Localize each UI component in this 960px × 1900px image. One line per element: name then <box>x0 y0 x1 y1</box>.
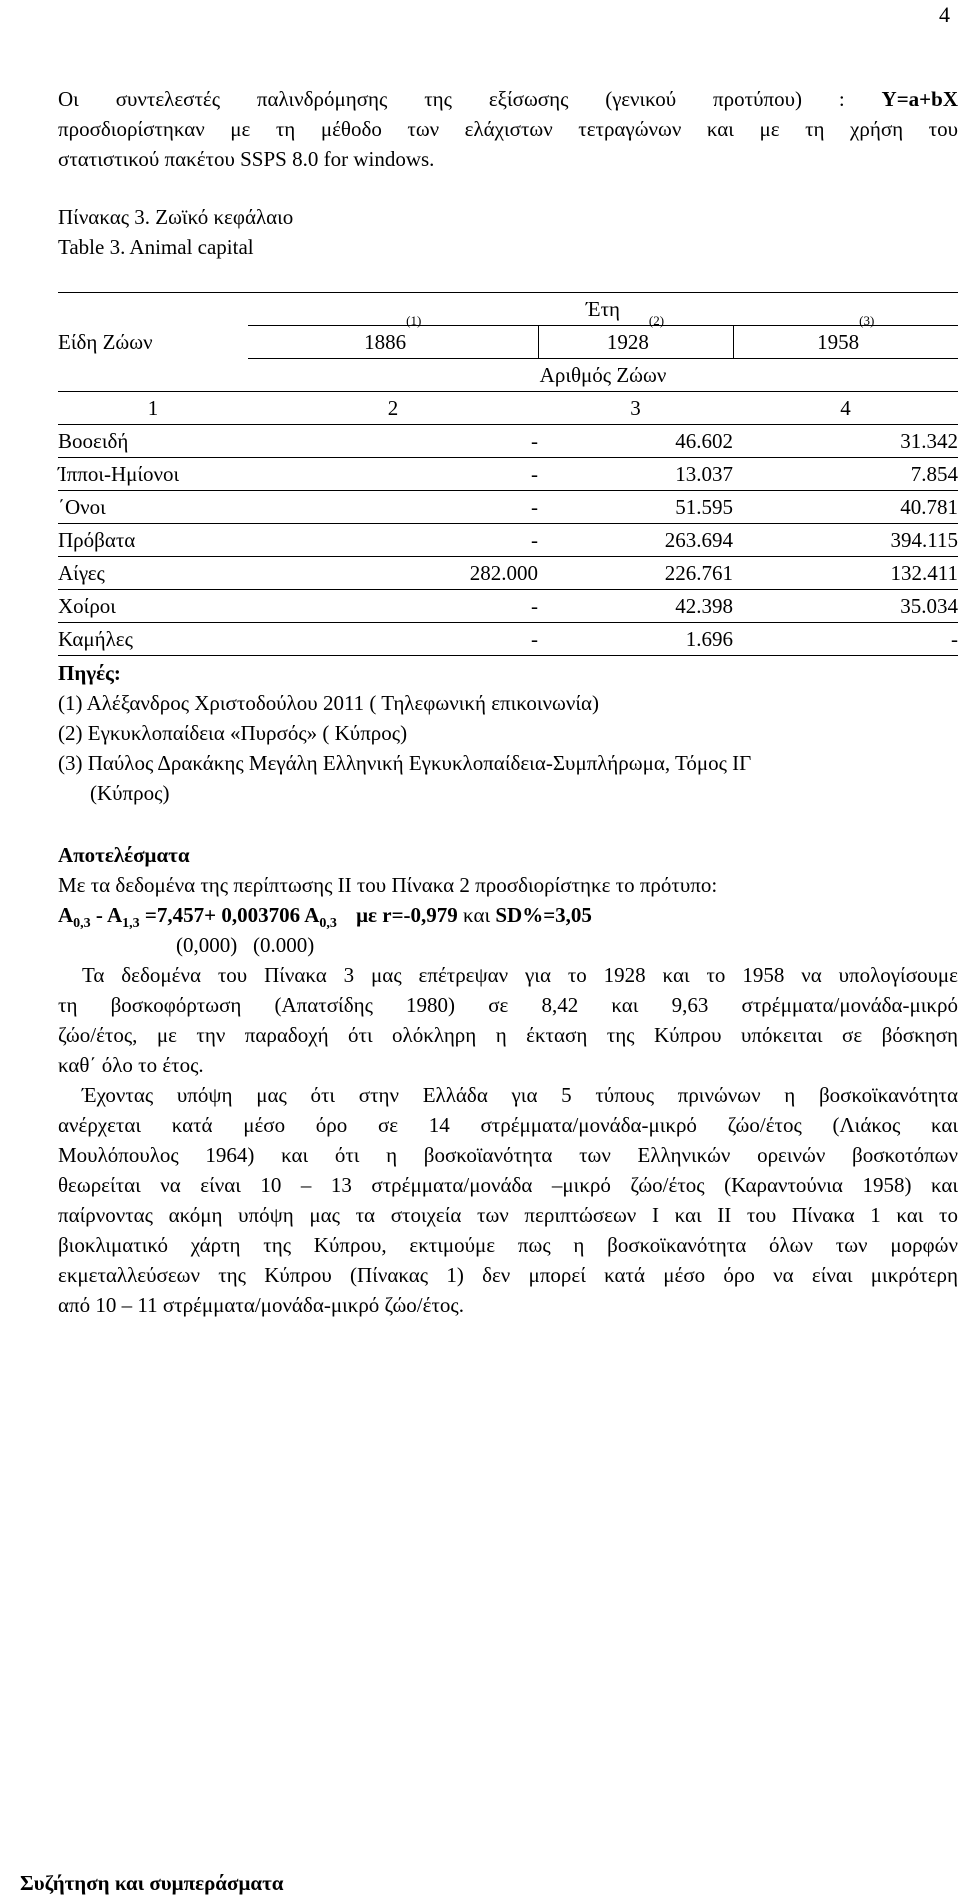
results-title: Αποτελέσματα <box>58 843 190 867</box>
intro-line-1 <box>58 84 958 114</box>
year-1928-header: 1928$^{(2)}$ <box>538 326 733 359</box>
species-name: Πρόβατα <box>58 524 248 557</box>
table-row <box>58 458 958 491</box>
sources-title: Πηγές: <box>58 661 121 685</box>
value-1928: 51.595 <box>538 491 733 524</box>
page-number: 4 <box>939 2 950 27</box>
paragraph-line: εκμεταλλεύσεων της Κύπρου (Πίνακας 1) δεν μπορεί κατά μέσο όρο να είναι μικρότερη <box>58 1263 958 1287</box>
discussion-title: Συζήτηση και συμπεράσματα <box>20 1871 284 1895</box>
model-equation: $A_{0,3} - A_{1,3} =7,457+ 0,003706$ $A_{0,3}$ με r=-0,979 και SD%=3,05 <box>58 903 592 931</box>
value-1958: - <box>733 623 958 656</box>
value-1886: - <box>248 623 538 656</box>
value-1958: 7.854 <box>733 458 958 491</box>
source-item-1: (1) Αλέξανδρος Χριστοδούλου 2011 ( Τηλεφωνική επικοινωνία) <box>58 691 600 715</box>
value-1928: 46.602 <box>538 425 733 458</box>
value-1886: - <box>248 590 538 623</box>
table-row <box>58 557 958 590</box>
value-1928: 263.694 <box>538 524 733 557</box>
source-item-3: (3) Παύλος Δρακάκης Μεγάλη Ελληνική Εγκυκλοπαίδεια-Συμπλήρωμα, Τόμος ΙΓ <box>58 751 752 775</box>
value-1928: 42.398 <box>538 590 733 623</box>
value-1886: 282.000 <box>248 557 538 590</box>
paragraph-line: τη βοσκοφόρτωση (Απατσίδης 1980) σε 8,42 και 9,63 στρέμματα/μονάδα-μικρό <box>58 993 958 1017</box>
year-1958-header: 1958$^{(3)}$ <box>733 326 958 359</box>
value-1958: 40.781 <box>733 491 958 524</box>
col-number-4: 4 <box>733 392 958 425</box>
species-name: Βοοειδή <box>58 425 248 458</box>
animal-capital-table <box>58 292 958 656</box>
table-row <box>58 491 958 524</box>
value-1886: - <box>248 524 538 557</box>
paragraph-line: θεωρείται να είναι 10 – 13 στρέμματα/μονάδα –μικρό ζώο/έτος (Καραντούνια 1958) και <box>58 1173 958 1197</box>
years-header: Έτη <box>248 293 958 326</box>
value-1958: 35.034 <box>733 590 958 623</box>
paragraph-line: ανέρχεται κατά μέσο όρο σε 14 στρέμματα/μονάδα-μικρό ζώο/έτος (Λιάκος και <box>58 1113 958 1137</box>
results-line-1: Με τα δεδομένα της περίπτωσης ΙΙ του Πίνακα 2 προσδιορίστηκε το πρότυπο: <box>58 873 718 897</box>
species-name: Αίγες <box>58 557 248 590</box>
paragraph-line: βιοκλιματικό χάρτη της Κύπρου, εκτιμούμε πως η βοσκοϊκανότητα όλων των μορφών <box>58 1233 958 1257</box>
results-paragraph-2 <box>58 1080 958 1320</box>
table-row <box>58 524 958 557</box>
table-row <box>58 623 958 656</box>
value-1928: 1.696 <box>538 623 733 656</box>
paragraph-line: καθ΄ όλο το έτος. <box>58 1053 204 1077</box>
paragraph-line: Έχοντας υπόψη μας ότι στην Ελλάδα για 5 τύπους πρινώνων η βοσκοϊκανότητα <box>82 1083 958 1107</box>
value-1928: 226.761 <box>538 557 733 590</box>
species-name: Καμήλες <box>58 623 248 656</box>
results-paragraph-1 <box>58 960 958 1080</box>
source-item-3-cont: (Κύπρος) <box>90 781 170 805</box>
species-name: Χοίροι <box>58 590 248 623</box>
paragraph-line: παίρνοντας ακόμη υπόψη μας τα στοιχεία των περιπτώσεων Ι και ΙΙ του Πίνακα 1 και το <box>58 1203 958 1227</box>
paragraph-line: από 10 – 11 στρέμματα/μονάδα-μικρό ζώο/έτος. <box>58 1293 464 1317</box>
paragraph-line: Τα δεδομένα του Πίνακα 3 μας επέτρεψαν για το 1928 και το 1958 να υπολογίσουμε <box>82 963 958 987</box>
animal-count-header: Αριθμός Ζώων <box>248 359 958 392</box>
value-1958: 31.342 <box>733 425 958 458</box>
value-1886: - <box>248 458 538 491</box>
intro-line-3: στατιστικού πακέτου SSPS 8.0 for windows. <box>58 147 435 171</box>
table-caption-english: Table 3. Animal capital <box>58 235 254 259</box>
source-item-2: (2) Εγκυκλοπαίδεια «Πυρσός» ( Κύπρος) <box>58 721 408 745</box>
value-1928: 13.037 <box>538 458 733 491</box>
table-row <box>58 590 958 623</box>
value-1958: 394.115 <box>733 524 958 557</box>
table-row <box>58 425 958 458</box>
intro-line-1-text: Οι συντελεστές παλινδρόμησης της εξίσωσης (γενικού προτύπου) : <box>58 87 845 111</box>
paragraph-line: Μουλόπουλος 1964) και ότι η βοσκοϊανότητα των Ελληνικών ορεινών βοσκοτόπων <box>58 1143 958 1167</box>
page-content <box>58 84 958 1320</box>
year-1886-header: 1886$^{(1)}$ <box>248 326 538 359</box>
col-number-3: 3 <box>538 392 733 425</box>
value-1958: 132.411 <box>733 557 958 590</box>
species-name: ΄Ονοι <box>58 491 248 524</box>
paragraph-line: ζώο/έτος, με την παραδοχή ότι ολόκληρη η έκταση της Κύπρου υπόκειται σε βόσκηση <box>58 1023 958 1047</box>
value-1886: - <box>248 491 538 524</box>
col-number-1: 1 <box>58 392 248 425</box>
species-name: Ίπποι-Ημίονοι <box>58 458 248 491</box>
species-header: Είδη Ζώων <box>58 330 153 354</box>
intro-line-2: προσδιορίστηκαν με τη μέθοδο των ελάχιστων τετραγώνων και με τη χρήση του <box>58 117 958 141</box>
species-header-spacer <box>58 293 248 326</box>
table-caption-greek: Πίνακας 3. Ζωϊκό κεφάλαιο <box>58 205 294 229</box>
significance-values: (0,000) (0.000) <box>176 933 315 957</box>
count-header-spacer <box>58 359 248 392</box>
regression-equation: Y=a+bX <box>881 87 958 111</box>
col-number-2: 2 <box>248 392 538 425</box>
value-1886: - <box>248 425 538 458</box>
